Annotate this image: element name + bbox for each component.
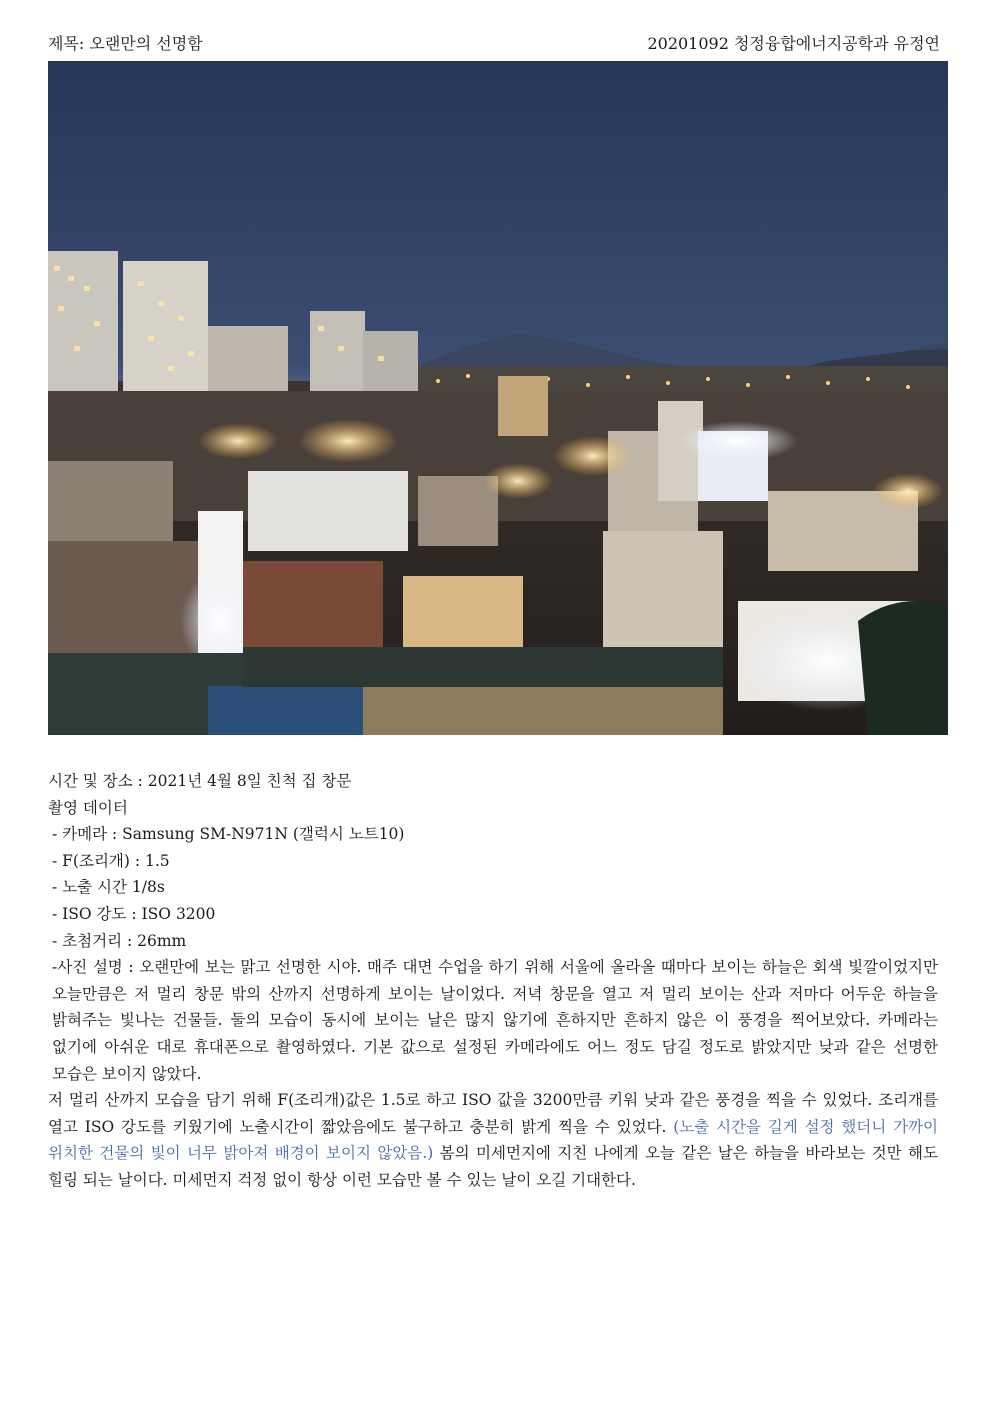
author-info: 20201092 청정융합에너지공학과 유정연 — [647, 33, 940, 53]
exposure-info: - 노출 시간 1/8s — [52, 878, 165, 897]
night-city-photo-icon — [48, 61, 948, 735]
description-paragraph-2-end: 봄의 미세먼지에 지친 나에게 오늘 같은 날은 하늘을 바라보는 것만 해도 힐링 되는 날이다. 미세먼지 걱정 없이 항상 이런 모습만 볼 수 있는 날이 오길 기대한다. — [48, 1144, 939, 1189]
exposure-note: (노출 시간을 길게 설정 했더니 가까이 위치한 건물의 빛이 너무 밝아져 배경이 보이지 않았음.) — [48, 1117, 938, 1163]
night-city-photo — [48, 61, 948, 735]
camera-info: - 카메라 : Samsung SM-N971N (갤럭시 노트10) — [52, 825, 405, 844]
page-header — [48, 30, 940, 54]
iso-info: - ISO 강도 : ISO 3200 — [52, 904, 216, 923]
description-paragraph-2 — [48, 1087, 938, 1193]
aperture-info: - F(조리개) : 1.5 — [52, 851, 170, 870]
time-place: 시간 및 장소 : 2021년 4월 8일 친척 집 창문 — [48, 772, 352, 790]
document-title: 제목: 오랜만의 선명함 — [48, 33, 203, 53]
document-body — [48, 768, 938, 1194]
description-paragraph-2-start: 저 멀리 산까지 모습을 담기 위해 F(조리개)값은 1.5로 하고 ISO 값을 3200만큼 키워 낮과 같은 풍경을 찍을 수 있었다. 조리개를 열고 ISO 강도를 키웠기에 노출시간이 짧았음에도 불구하고 충분히 밝게 찍을 수 있었다. — [48, 1091, 938, 1136]
description-paragraph-1: -사진 설명 : 오랜만에 보는 맑고 선명한 시야. 매주 대면 수업을 하기 위해 서울에 올라올 때마다 보이는 하늘은 회색 빛깔이었지만 오늘만큼은 저 멀리 창문 밖의 산까지 선명하게 보이는 날이었다. 저녁 창문을 열고 저 멀리 보이는 산과 저마다 어두운 하늘을 밝혀주는 빛나는 건물들. 둘의 모습이 동시에 보이는 날은 많지 않기에 흔하지만 흔하지 않은 이 풍경을 찍어보았다. 카메라는 없기에 아쉬운 대로 휴대폰으로 촬영하였다. 기본 값으로 설정된 카메라에도 어느 정도 담길 정도로 밝았지만 낮과 같은 선명한 모습은 보이지 않았다. — [52, 958, 938, 1083]
focal-info: - 초첨거리 : 26mm — [52, 931, 187, 950]
shooting-data-label: 촬영 데이터 — [48, 798, 128, 817]
